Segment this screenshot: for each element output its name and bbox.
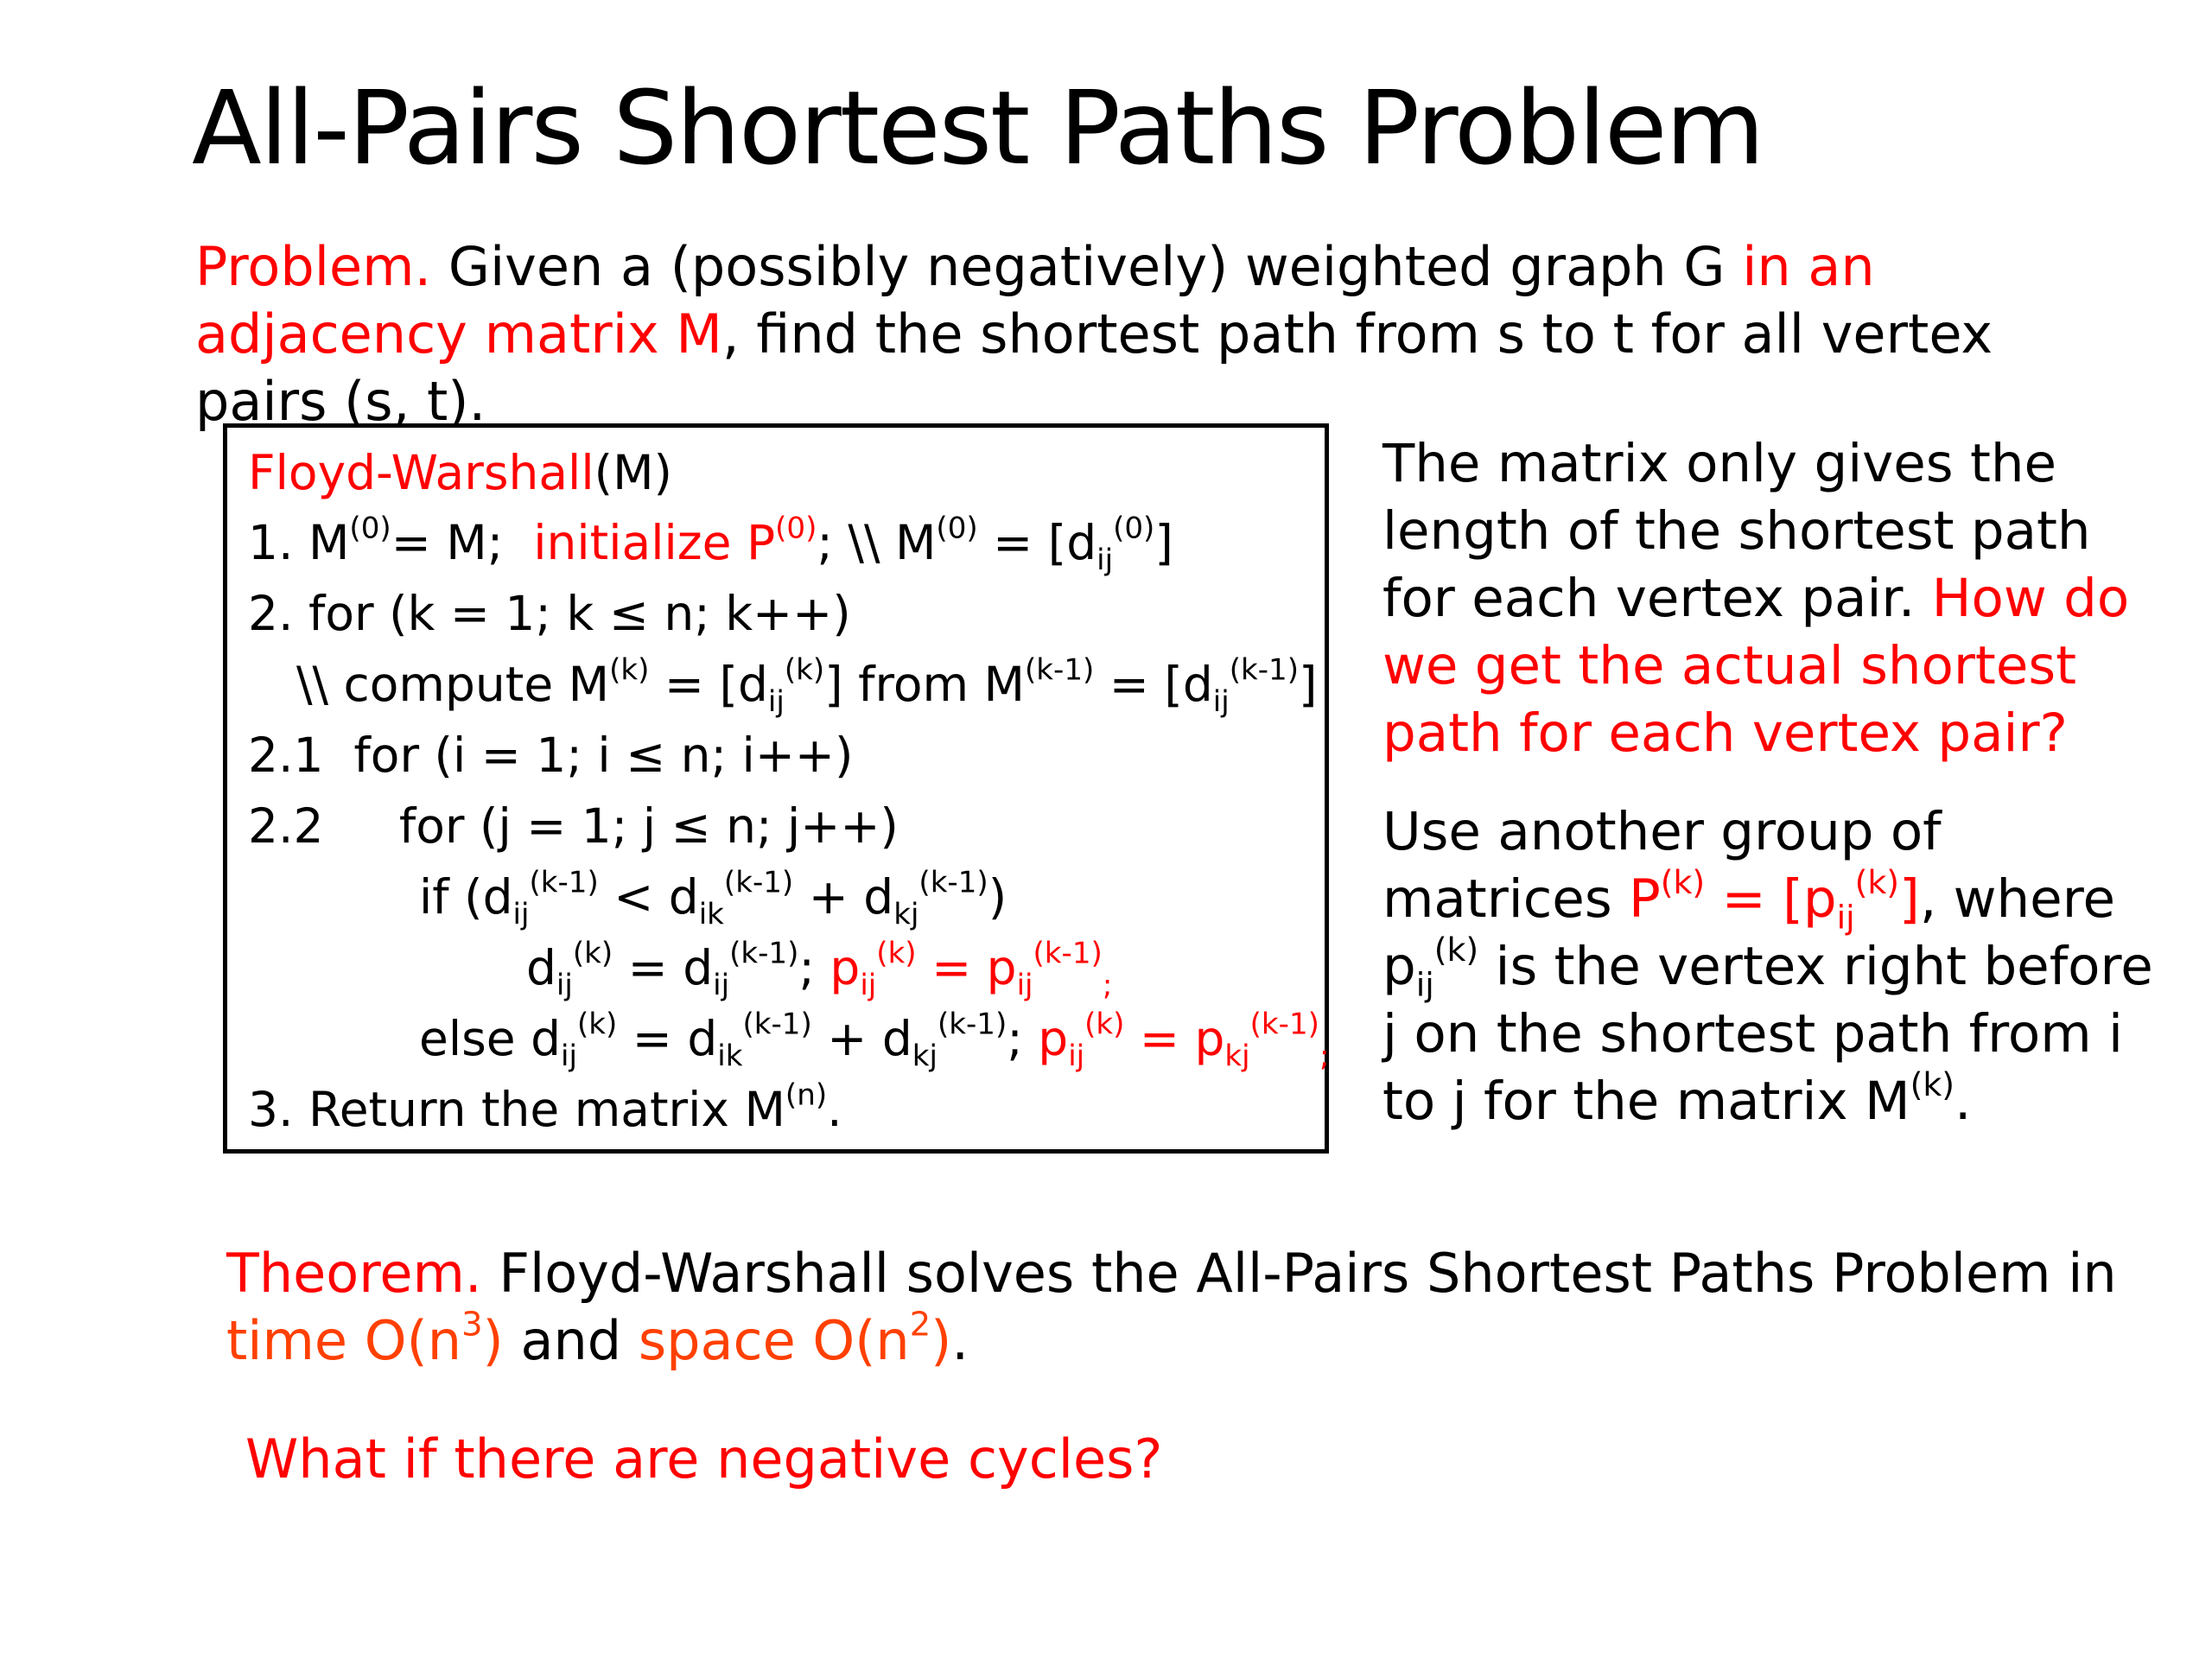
pred-matrices <box>1628 862 1920 937</box>
theorem-time-text: time O(n <box>226 1309 462 1372</box>
comment-c-sup: (k-1) <box>1025 652 1095 688</box>
if-c-sup: (k-1) <box>918 865 988 900</box>
if-c: + d <box>793 869 894 925</box>
problem-adjacency-matrix: in an adjacency matrix M <box>195 235 1875 365</box>
algo-line-comment <box>296 652 1318 720</box>
line1-close: ] <box>1154 515 1173 570</box>
else-c: + d <box>811 1011 912 1066</box>
line1-assign: = M; <box>391 515 504 570</box>
problem-text-2: , find the shortest path from s to t for all vertex pairs (s, t). <box>195 302 1993 433</box>
comment-c: ] from M <box>824 657 1026 712</box>
else-c-sub: kj <box>912 1039 938 1074</box>
comment-b-sup: (k) <box>784 652 825 688</box>
then-a-sub: ij <box>556 968 573 1003</box>
pred-p-close: ] <box>1899 868 1920 930</box>
pred-p-sup: (k) <box>1660 862 1706 901</box>
else-p2: = p <box>1124 1011 1225 1066</box>
pred-a: Use another group of matrices <box>1382 801 1942 930</box>
else-c-sup: (k-1) <box>937 1007 1007 1042</box>
negative-cycles-question: What if there are negative cycles? <box>245 1427 1163 1491</box>
explanation-question: How do we get the actual shortest path for each vertex pair? <box>1382 568 2130 764</box>
line1-d-sup: (0) <box>1113 511 1155 546</box>
then-p2-sub: ij <box>1016 968 1033 1003</box>
comment-d-sub: ij <box>1212 684 1230 720</box>
matrix-explanation <box>1382 430 2160 767</box>
else-b-sub: ik <box>717 1039 743 1074</box>
theorem-space-sup: 2 <box>909 1305 931 1344</box>
theorem-text: Floyd-Warshall solves the All-Pairs Shortest Paths Problem in <box>499 1242 2117 1305</box>
else-p1-sup: (k) <box>1084 1007 1125 1042</box>
line3-b: . <box>827 1082 842 1137</box>
if-a-sup: (k-1) <box>529 865 599 900</box>
then-b-sup: (k-1) <box>729 936 799 971</box>
line1-init <box>533 511 817 570</box>
else-a-sub: ij <box>561 1039 577 1074</box>
algo-line-3 <box>248 1077 842 1137</box>
theorem-space-end: ) <box>931 1309 952 1372</box>
then-a: d <box>526 940 556 995</box>
algo-line-1 <box>248 511 1173 578</box>
line1-m-sup: (0) <box>349 511 391 546</box>
pred-d: . <box>1955 1071 1972 1132</box>
theorem-and: and <box>520 1309 622 1372</box>
algo-header <box>248 447 672 499</box>
comment-d: = [d <box>1094 657 1213 712</box>
else-b: = d <box>617 1011 718 1066</box>
algorithm-box <box>223 423 1329 1154</box>
comment-a: \\ compute M <box>296 657 610 712</box>
pred-p-eq: = [p <box>1705 868 1837 930</box>
line3-a-sup: (n) <box>785 1077 828 1113</box>
else-p-end: ; <box>1319 1039 1330 1074</box>
problem-text-1: Given a (possibly negatively) weighted graph G <box>448 235 1726 298</box>
algo-line-else <box>419 1007 1330 1074</box>
if-a: if (d <box>419 869 513 925</box>
algo-line-2-1: 2.1 for (i = 1; i ≤ n; i++) <box>248 728 854 783</box>
then-p-end: ; <box>1102 968 1113 1003</box>
theorem-space-text: space O(n <box>638 1309 910 1372</box>
pred-p: P <box>1628 868 1661 930</box>
predecessor-explanation <box>1382 798 2160 1135</box>
else-p-update <box>1038 1007 1330 1074</box>
comment-b: = [d <box>649 657 768 712</box>
if-d: ) <box>988 869 1007 925</box>
algo-line-then <box>526 936 1113 1003</box>
explanation-text: The matrix only gives the length of the shortest path for each vertex pair. <box>1382 433 2091 629</box>
line1-comment: ; \\ M <box>817 515 937 570</box>
line1-d: = [d <box>977 515 1097 570</box>
if-b-sub: ik <box>698 897 724 932</box>
else-p1-sub: ij <box>1068 1039 1085 1074</box>
theorem-statement <box>226 1240 2127 1375</box>
comment-e: ] <box>1299 657 1318 712</box>
algo-line-if <box>419 865 1007 932</box>
slide-title: All-Pairs Shortest Paths Problem <box>192 68 1764 188</box>
pred-b: , where p <box>1382 868 2115 997</box>
algo-line-2-2: 2.2 for (j = 1; j ≤ n; j++) <box>248 798 899 854</box>
else-p1: p <box>1038 1011 1069 1066</box>
pred-c: is the vertex right before j on the shortest path from i to j for the matrix M <box>1382 936 2153 1132</box>
then-b: = d <box>613 940 714 995</box>
algo-line-2: 2. for (k = 1; k ≤ n; k++) <box>248 586 851 641</box>
theorem-time-sup: 3 <box>461 1305 483 1344</box>
pred-b-sup: (k) <box>1433 930 1479 969</box>
theorem-end: . <box>951 1309 969 1372</box>
if-a-sub: ij <box>512 897 530 932</box>
problem-label: Problem. <box>195 235 432 298</box>
then-b-sub: ij <box>713 968 730 1003</box>
else-b-sup: (k-1) <box>742 1007 812 1042</box>
line1-init-sup: (0) <box>775 511 817 546</box>
line3-a: 3. Return the matrix M <box>248 1082 785 1137</box>
theorem-space <box>638 1305 952 1372</box>
else-p2-sub: kj <box>1224 1039 1250 1074</box>
then-p2: = p <box>916 940 1017 995</box>
line1-m: 1. M <box>248 515 350 570</box>
line1-comment-sup: (0) <box>936 511 978 546</box>
line1-d-sub: ij <box>1096 543 1114 578</box>
else-a-sup: (k) <box>576 1007 618 1042</box>
else-d: ; <box>1007 1011 1039 1066</box>
pred-b-sub: ij <box>1415 965 1434 1004</box>
comment-a-sup: (k) <box>609 652 650 688</box>
if-b: < d <box>598 869 699 925</box>
then-p1: p <box>830 940 861 995</box>
then-p2-sup: (k-1) <box>1033 936 1103 971</box>
else-a: else d <box>419 1011 562 1066</box>
then-c: ; <box>798 940 830 995</box>
pred-c-sup: (k) <box>1910 1065 1955 1103</box>
theorem-time-end: ) <box>482 1309 504 1372</box>
theorem-time <box>226 1305 504 1372</box>
comment-d-sup: (k-1) <box>1229 652 1299 688</box>
algo-name: Floyd-Warshall <box>248 445 594 500</box>
then-p-update <box>830 936 1113 1003</box>
else-p2-sup: (k-1) <box>1249 1007 1319 1042</box>
algo-param: (M) <box>594 445 672 500</box>
line1-init-text: initialize P <box>533 515 776 570</box>
comment-b-sub: ij <box>767 684 785 720</box>
problem-statement <box>195 233 2131 435</box>
then-a-sup: (k) <box>572 936 613 971</box>
theorem-label: Theorem. <box>226 1242 482 1305</box>
then-p1-sub: ij <box>860 968 877 1003</box>
pred-p-eq-sub: ij <box>1836 898 1855 937</box>
if-c-sub: kj <box>893 897 919 932</box>
then-p1-sup: (k) <box>876 936 917 971</box>
if-b-sup: (k-1) <box>723 865 794 900</box>
pred-p-eq-sup: (k) <box>1854 862 1900 901</box>
